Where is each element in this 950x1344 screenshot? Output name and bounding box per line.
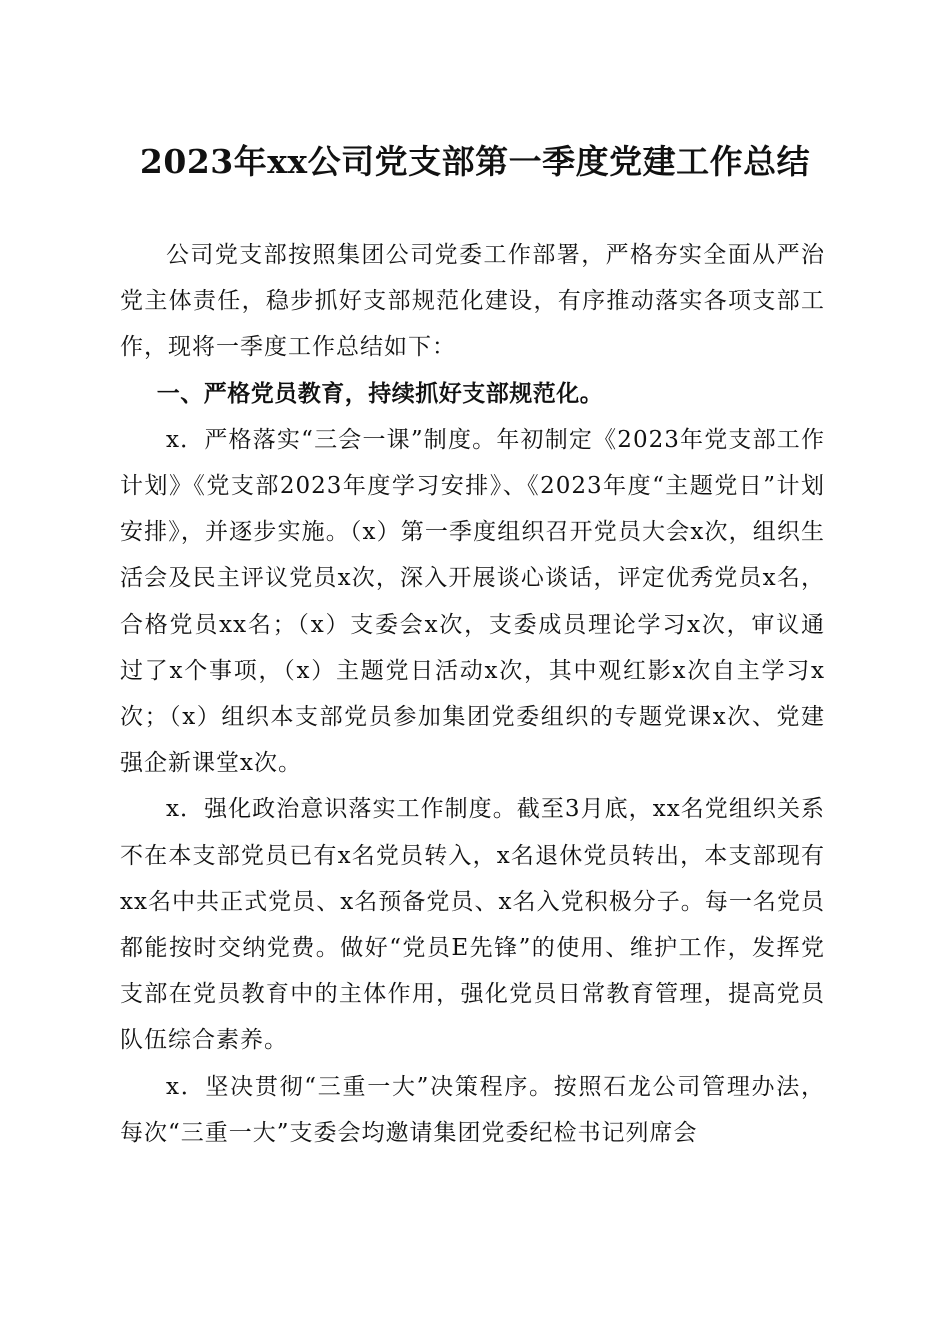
document-body (120, 232, 825, 1156)
paragraph-item-2: x．强化政治意识落实工作制度。截至3月底，xx名党组织关系不在本支部党员已有x名党员转入，x名退休党员转出，本支部现有xx名中共正式党员、x名预备党员、x名入党积极分子。每一名党员都能按时交纳党费。做好“党员E先锋”的使用、维护工作，发挥党支部在党员教育中的主体作用，强化党员日常教育管理，提高党员队伍综合素养。 (120, 796, 825, 1054)
document-title: 2023年xx公司党支部第一季度党建工作总结 (139, 142, 811, 181)
section-heading: 一、严格党员教育，持续抓好支部规范化。 (156, 380, 604, 407)
paragraph-item-3: x．坚决贯彻“三重一大”决策程序。按照石龙公司管理办法，每次“三重一大”支委会均邀请集团党委纪检书记列席会 (120, 1073, 825, 1146)
paragraph-item-1: x．严格落实“三会一课”制度。年初制定《2023年党支部工作计划》《党支部2023年度学习安排》、《2023年度“主题党日”计划安排》，并逐步实施。（x）第一季度组织召开党员大会x次，组织生活会及民主评议党员x次，深入开展谈心谈话，评定优秀党员x名，合格党员xx名；（x）支委会x次，支委成员理论学习x次，审议通过了x个事项，（x）主题党日活动x次，其中观红影x次自主学习x次；（x）组织本支部党员参加集团党委组织的专题党课x次、党建强企新课堂x次。 (120, 426, 825, 777)
intro-paragraph: 公司党支部按照集团公司党委工作部署，严格夯实全面从严治党主体责任，稳步抓好支部规范化建设，有序推动落实各项支部工作，现将一季度工作总结如下： (120, 242, 825, 361)
